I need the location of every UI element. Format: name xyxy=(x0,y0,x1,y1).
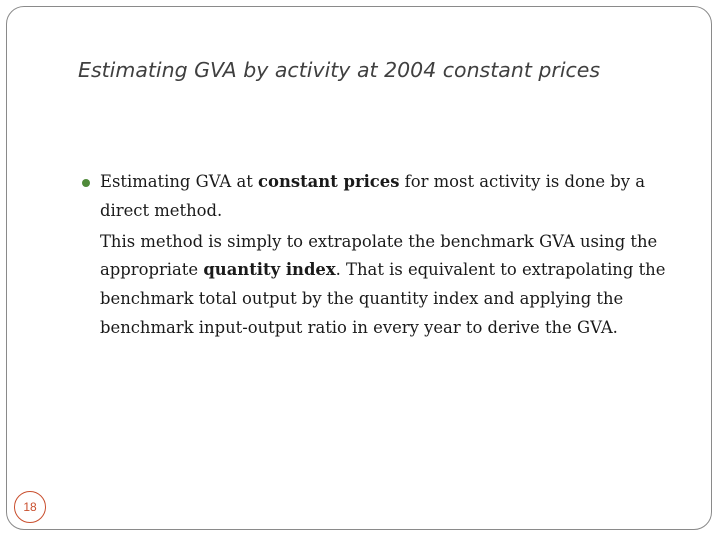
paragraph-text-start: This method is simply to extrapolate the benchmark GVA using the appropriate xyxy=(100,231,658,280)
page-number-badge xyxy=(14,491,46,523)
slide-body xyxy=(82,168,682,343)
page-number: 18 xyxy=(23,500,37,514)
bullet-item xyxy=(82,168,682,226)
body-paragraph xyxy=(82,228,682,343)
bullet-dot-icon xyxy=(82,179,90,187)
slide-title: Estimating GVA by activity at 2004 constant prices xyxy=(78,58,601,82)
bullet-bold-term: constant prices xyxy=(258,172,400,191)
bullet-text-end: for most activity is done by a direct method. xyxy=(100,172,646,220)
paragraph-text-end: . That is equivalent to extrapolating the benchmark total output by the quantity index and applying the benchmark input-output ratio in every year to derive the GVA. xyxy=(100,260,666,337)
paragraph-bold-term: quantity index xyxy=(203,260,336,280)
bullet-text-start: Estimating GVA at xyxy=(100,172,259,191)
